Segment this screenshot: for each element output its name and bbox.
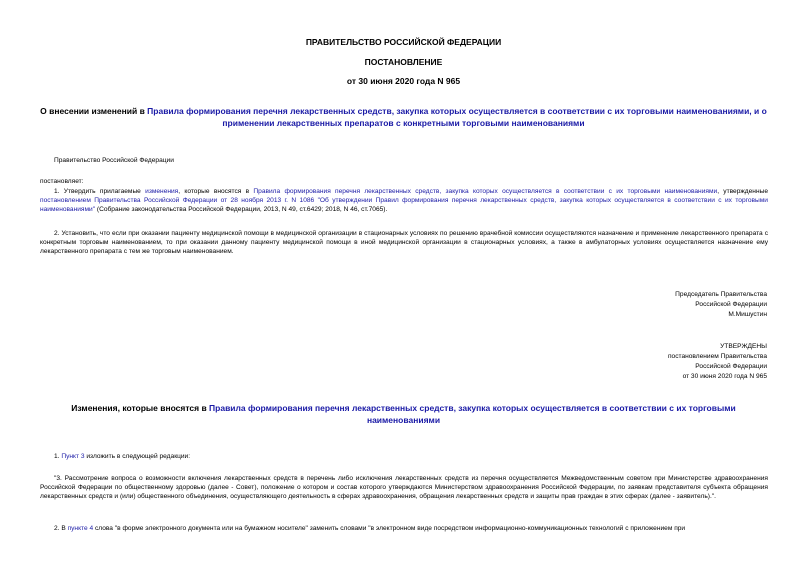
- preamble-gov: Правительство Российской Федерации: [54, 157, 174, 164]
- item-2: 2. Установить, что если при оказании пациенту медицинской помощи в медицинской организации в стационарных условиях по решению врачебной комиссии осуществляются назначение и применение лекарственного препарата с конкретным торговым наименованием, то при оказании данному пациенту медицинской помощи в иной медицинской организации в стационарных условиях, а также в амбулаторных условиях осуществляется назначение ему лекарственного препарата с тем же торговым наименованием.: [40, 230, 768, 255]
- item-1: [40, 187, 768, 214]
- header-date-number: от 30 июня 2020 года N 965: [346, 76, 461, 86]
- approval-stamp: [668, 342, 767, 382]
- approved-title: УТВЕРЖДЕНЫ: [720, 343, 767, 350]
- approved-line-3: от 30 июня 2020 года N 965: [682, 373, 767, 380]
- item-1-text-c: , утвержденные: [717, 188, 768, 195]
- document-subject: [40, 105, 767, 129]
- preamble-decrees: постановляет:: [40, 178, 84, 185]
- approved-line-1: постановлением Правительства: [667, 353, 767, 360]
- item-1-text-d: (Собрание законодательства Российской Федерации, 2013, N 49, ст.6429; 2018, N 46, ст.7065).: [95, 206, 388, 213]
- item-1-text-b: , которые вносятся в: [178, 188, 254, 195]
- clause-3-quote: "3. Рассмотрение вопроса о возможности включения лекарственных средств в перечень либо исключения лекарственных средств из перечня осуществляется Межведомственным советом при Министерстве здравоохранения Российской Федерации по общественному здоровью (далее - Совет), положение о котором и состав которого утверждаются Министерством здравоохранения Российской Федерации, по заявкам представителя субъекта обращения лекарственных средств и (или) общественного объединения, осуществляющего деятельность в сферах здравоохранения, обращения лекарственных средств и защиты прав граждан в этих сферах (далее - заявитель).".: [40, 475, 768, 500]
- subject-rules-link[interactable]: Правила формирования перечня лекарственных средств, закупка которых осуществляется в соответствии с их торговыми наименованиями, и о применении лекарственных препаратов с конкретными торговыми наименованиями: [147, 106, 767, 128]
- signature-name: М.Мишустин: [728, 311, 767, 318]
- change-2-number: 2. В: [54, 525, 68, 532]
- signature-block: [675, 290, 767, 320]
- changes-prefix: Изменения, которые вносятся в: [71, 403, 210, 413]
- change-1-number: 1.: [54, 453, 62, 460]
- change-2-text: слова "в форме электронного документа или на бумажном носителе" заменить словами "в электронном виде посредством информационно-коммуникационных технологий с приложением при: [93, 525, 686, 532]
- subject-prefix: О внесении изменений в: [40, 106, 148, 116]
- clause-3-link[interactable]: Пункт 3: [61, 453, 85, 460]
- header-doc-type: ПОСТАНОВЛЕНИЕ: [364, 57, 443, 67]
- clause-4-link[interactable]: пункте 4: [67, 525, 94, 532]
- change-1-text: изложить в следующей редакции:: [84, 453, 191, 460]
- changes-link[interactable]: изменения: [145, 188, 179, 195]
- changes-rules-link[interactable]: Правила формирования перечня лекарственных средств, закупка которых осуществляется в соответствии с их торговыми наименованиями: [209, 403, 736, 425]
- change-1: [54, 452, 782, 461]
- item-1-text-a: 1. Утвердить прилагаемые: [54, 188, 146, 195]
- approved-line-2: Российской Федерации: [695, 363, 767, 370]
- signature-line-2: Российской Федерации: [695, 301, 767, 308]
- changes-title: [40, 402, 767, 426]
- change-2: [40, 524, 768, 533]
- decree-1086-link[interactable]: постановлением Правительства Российской Федерации от 28 ноября 2013 г. N 1086 "Об утверждении Правил формирования перечня лекарственных средств, закупка которых осуществляется в соответствии с их торговыми наименованиями": [40, 197, 768, 213]
- signature-line-1: Председатель Правительства: [675, 291, 767, 298]
- rules-link[interactable]: Правила формирования перечня лекарственных средств, закупка которых осуществляется в соответствии с их торговыми наименованиями: [253, 188, 718, 195]
- header-org: ПРАВИТЕЛЬСТВО РОССИЙСКОЙ ФЕДЕРАЦИИ: [305, 37, 502, 47]
